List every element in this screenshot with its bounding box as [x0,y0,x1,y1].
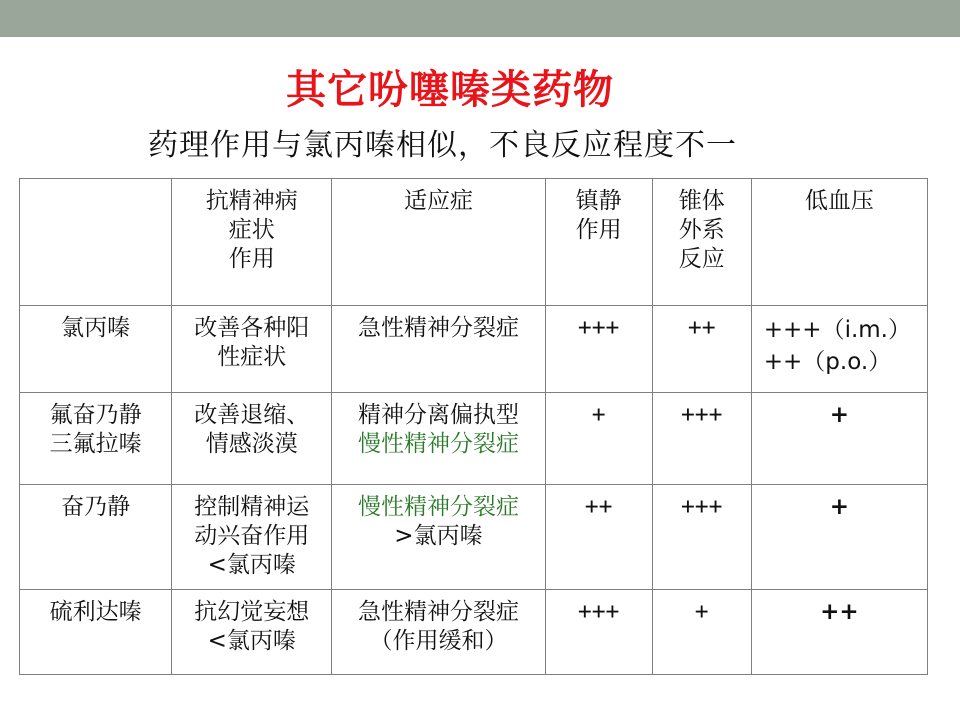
hypotension-rating: +++（i.m.） ++（p.o.） [751,306,927,393]
header-indication: 适应症 [332,179,545,306]
indication-extra: （作用缓和） [369,628,508,654]
indication-cell [332,485,545,590]
indication-extra: >氯丙嗪 [394,523,483,549]
sedation-rating: +++ [545,306,652,393]
slide-title: 其它吩噻嗪类药物 [286,67,614,113]
drug-name: 奋乃静 [20,485,172,590]
eps-rating: ++ [652,306,751,393]
header-sedation: 镇静 作用 [545,179,652,306]
header-cell-empty [20,179,172,306]
header-hypotension: 低血压 [751,179,927,306]
top-bar [0,0,960,37]
indication-text: 精神分离偏执型 [357,402,519,428]
slide-subtitle: 药理作用与氯丙嗪相似，不良反应程度不一 [148,128,737,163]
hypotension-rating: + [751,485,927,590]
hypotension-rating: + [751,393,927,485]
table-header-row [20,179,928,306]
drug-name: 氟奋乃静 三氟拉嗪 [20,393,172,485]
sedation-rating: + [545,393,652,485]
indication-cell [332,590,545,675]
drug-name: 硫利达嗪 [20,590,172,675]
indication-text: 急性精神分裂症 [357,599,519,625]
indication-text: 急性精神分裂症 [357,315,519,341]
drug-comparison-table [19,178,928,675]
header-eps: 锥体 外系 反应 [652,179,751,306]
antipsychotic-effect: 抗幻觉妄想 <氯丙嗪 [172,590,332,675]
indication-cell [332,306,545,393]
antipsychotic-effect: 改善各种阳 性症状 [172,306,332,393]
table-row [20,306,928,393]
table-row [20,590,928,675]
hypotension-rating: ++ [751,590,927,675]
drug-name: 氯丙嗪 [20,306,172,393]
indication-cell [332,393,545,485]
sedation-rating: +++ [545,590,652,675]
table-row [20,393,928,485]
antipsychotic-effect: 改善退缩、 情感淡漠 [172,393,332,485]
eps-rating: +++ [652,485,751,590]
header-antipsychotic: 抗精神病 症状 作用 [172,179,332,306]
indication-text: 慢性精神分裂症 [357,494,519,520]
antipsychotic-effect: 控制精神运 动兴奋作用 <氯丙嗪 [172,485,332,590]
sedation-rating: ++ [545,485,652,590]
eps-rating: +++ [652,393,751,485]
indication-extra: 慢性精神分裂症 [357,431,519,457]
table-row [20,485,928,590]
eps-rating: + [652,590,751,675]
